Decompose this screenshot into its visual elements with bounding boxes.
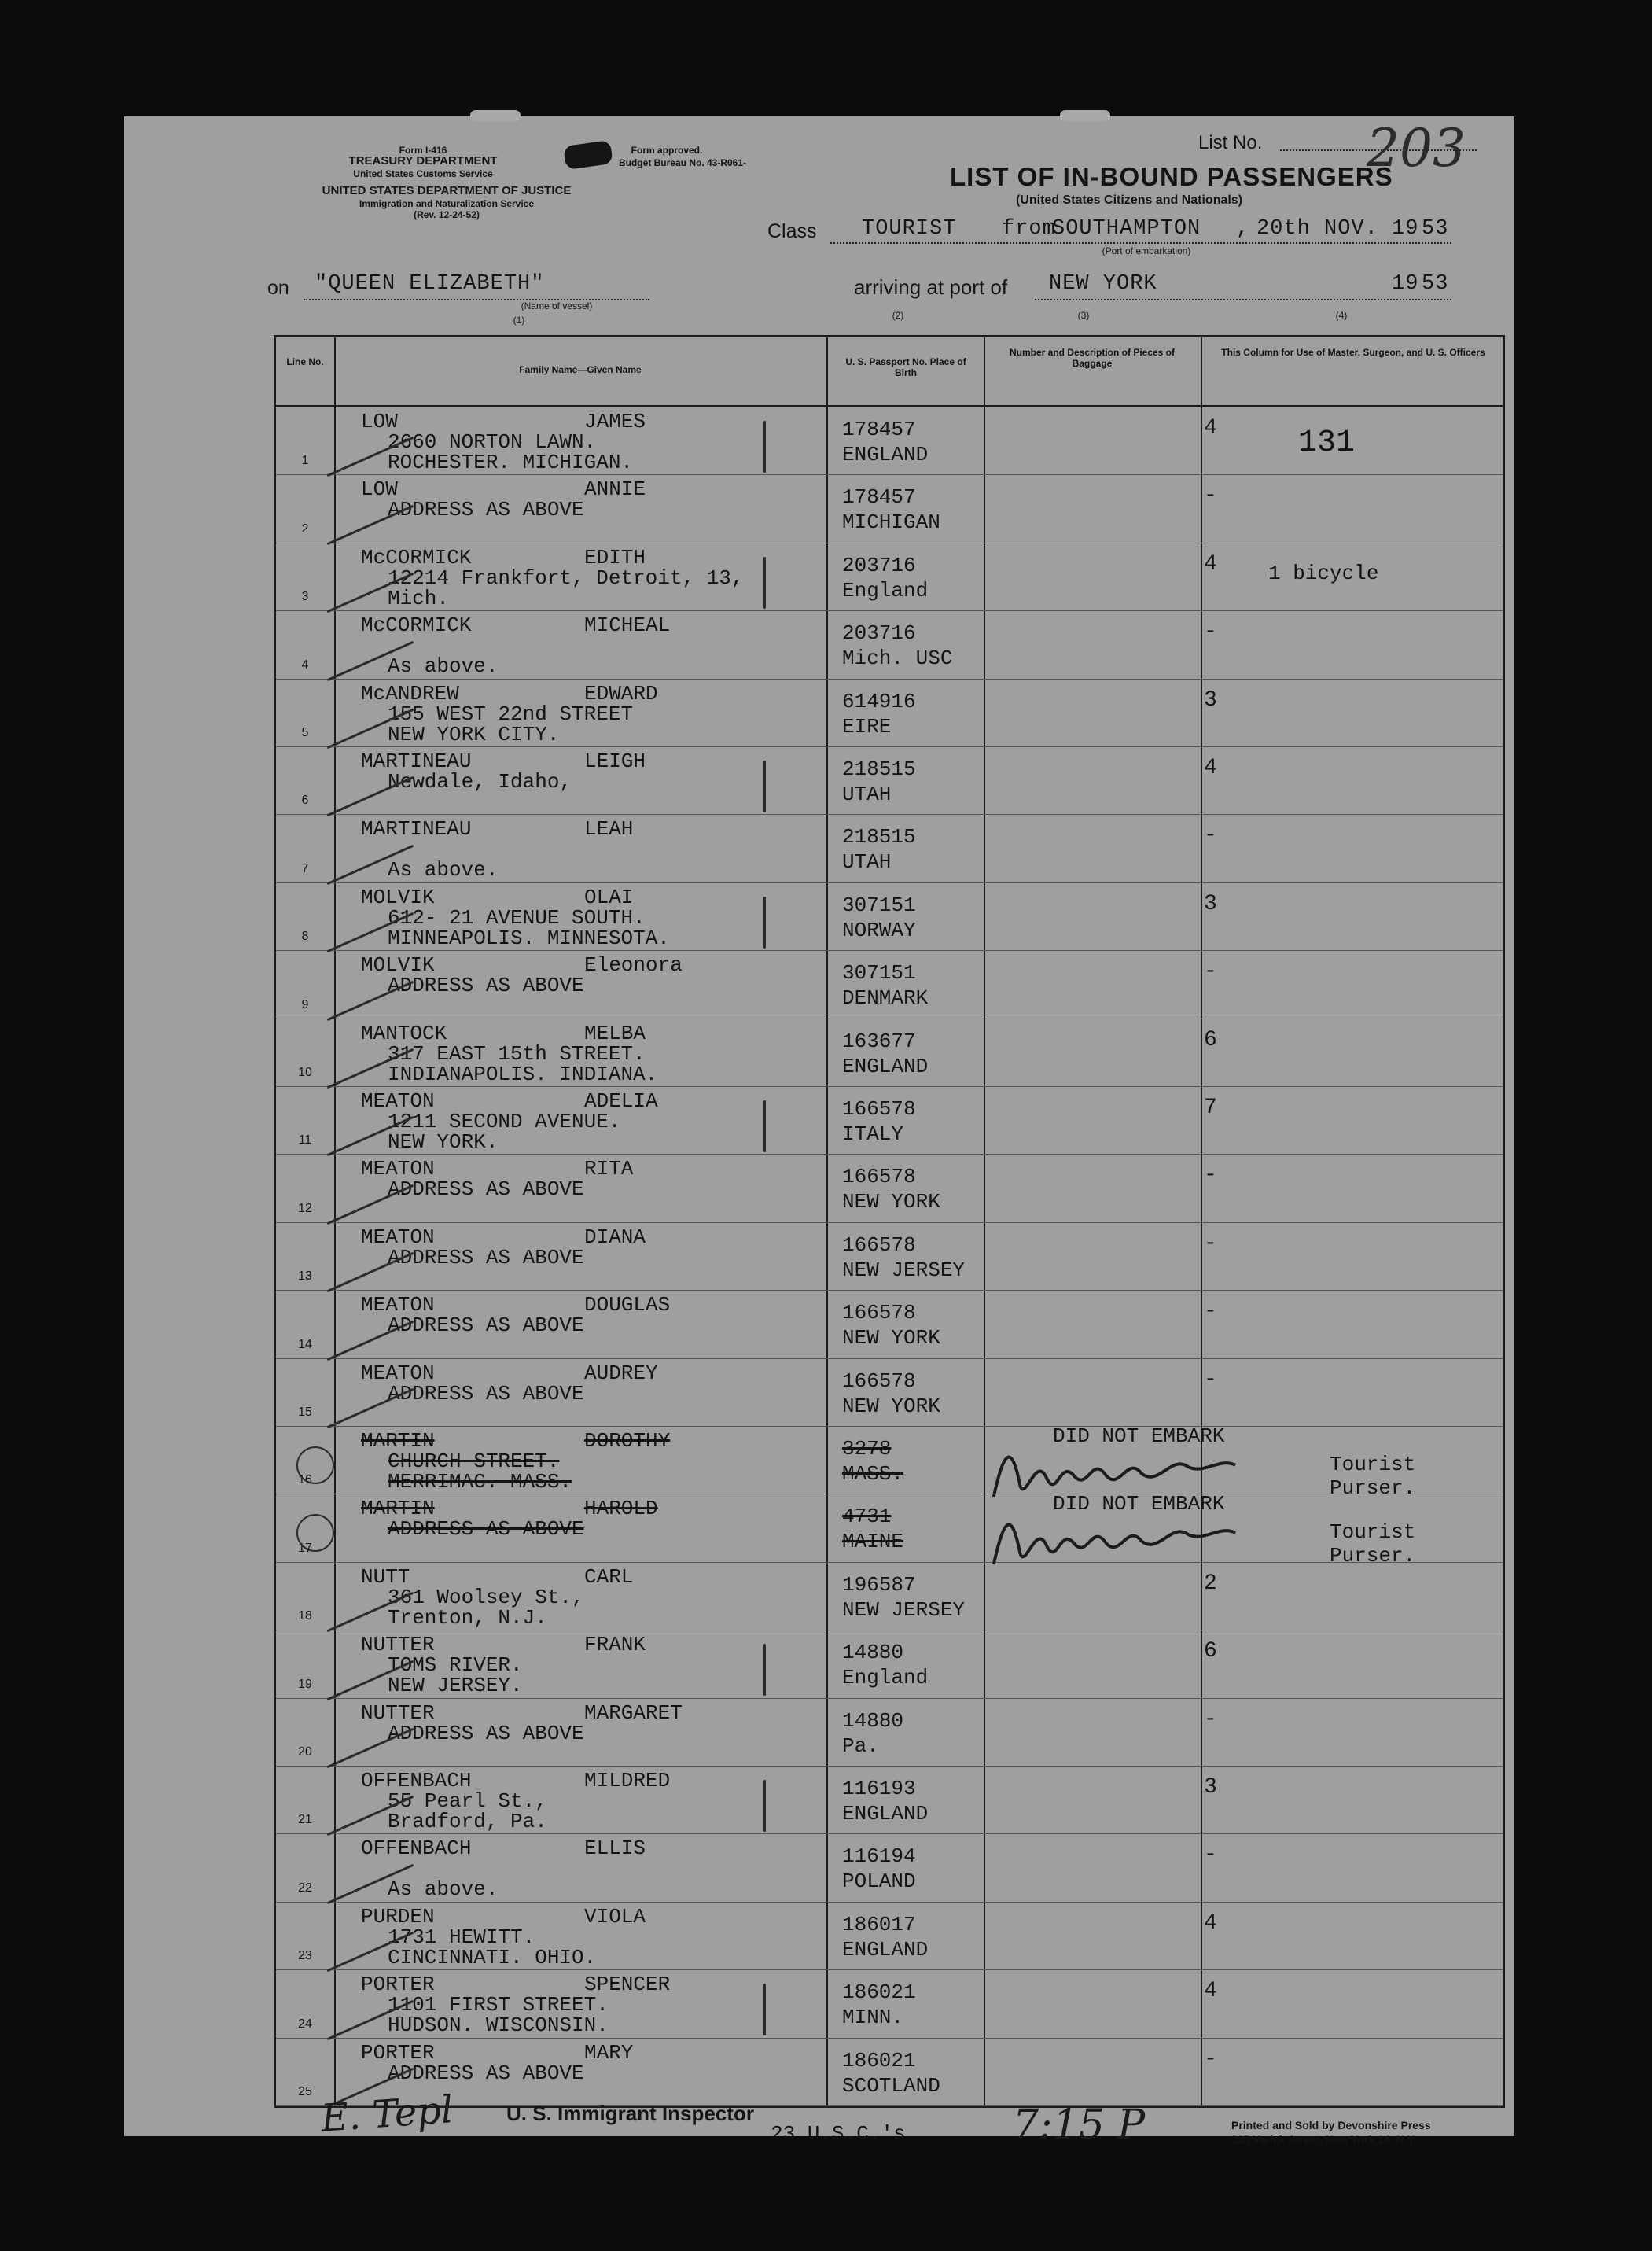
table-row — [276, 1358, 1503, 1426]
line-number: 8 — [301, 930, 309, 944]
address-line-2: NEW YORK CITY. — [388, 722, 560, 746]
passport-number: 186017 — [842, 1912, 916, 1936]
check-mark — [327, 505, 414, 546]
given-name: ADELIA — [584, 1089, 658, 1113]
place-of-birth: ENGLAND — [842, 1054, 929, 1078]
line-number: 10 — [298, 1065, 312, 1079]
tally-mark — [763, 1644, 766, 1696]
family-name: McCORMICK — [361, 613, 472, 638]
table-row — [276, 543, 1503, 610]
given-name: LEIGH — [584, 750, 646, 773]
given-name: ANNIE — [584, 477, 646, 502]
sailing-year-prefix: 19 — [1392, 217, 1419, 241]
did-not-embark-note: DID NOT EMBARK — [1053, 1492, 1225, 1516]
check-mark — [327, 1728, 414, 1769]
place-of-birth: ENGLAND — [842, 1937, 929, 1962]
vessel-caption: (Name of vessel) — [521, 300, 593, 311]
baggage-count: - — [1204, 484, 1217, 509]
tally-mark — [763, 1984, 766, 2035]
given-name: MELBA — [584, 1021, 646, 1045]
col-marker-4: (4) — [1335, 310, 1348, 321]
header-line-no: Line No. — [286, 356, 324, 367]
page-subtitle: (United States Citizens and Nationals) — [1016, 193, 1243, 207]
check-mark — [327, 1252, 414, 1293]
inspection-time: 7:15 P — [1013, 2102, 1146, 2149]
table-row — [276, 1969, 1503, 2037]
family-name: LOW — [361, 410, 398, 433]
table-row — [276, 1290, 1503, 1358]
table-row — [276, 2038, 1503, 2105]
family-name: MEATON — [361, 1361, 435, 1385]
address-line-1: 361 Woolsey St., — [388, 1585, 584, 1609]
baggage-count: 6 — [1204, 1639, 1217, 1664]
address-line-2: HUDSON. WISCONSIN. — [388, 2013, 609, 2038]
baggage-count: - — [1204, 1163, 1217, 1188]
address-line-2: CINCINNATI. OHIO. — [388, 1945, 597, 1969]
passport-number: 4731 — [842, 1505, 892, 1529]
line-number: 16 — [298, 1473, 312, 1487]
passport-number: 116193 — [842, 1777, 916, 1800]
check-mark — [327, 1388, 414, 1429]
line-number: 22 — [298, 1881, 312, 1895]
baggage-note: 1 bicycle — [1268, 561, 1379, 585]
class-blank — [830, 242, 1451, 244]
line-number: 17 — [298, 1541, 312, 1555]
table-row — [276, 1154, 1503, 1221]
list-no-value: 203 — [1367, 118, 1466, 179]
header-passport: U. S. Passport No. Place of Birth — [845, 356, 966, 378]
address-line-1: ADDRESS AS ABOVE — [388, 1313, 584, 1338]
page-title: LIST OF IN-BOUND PASSENGERS — [950, 162, 1393, 191]
given-name: DIANA — [584, 1225, 646, 1249]
line-number: 9 — [301, 997, 309, 1011]
line-number: 18 — [298, 1609, 312, 1623]
passport-number: 307151 — [842, 893, 916, 917]
table-row — [276, 679, 1503, 746]
line-number: 15 — [298, 1405, 312, 1419]
address-line-1: 155 WEST 22nd STREET — [388, 702, 634, 726]
port-of-embarkation: SOUTHAMPTON — [1052, 217, 1201, 241]
line-number: 21 — [298, 1813, 312, 1827]
place-of-birth: UTAH — [842, 850, 892, 875]
place-of-birth: MINN. — [842, 2006, 904, 2030]
justice-dept: UNITED STATES DEPARTMENT OF JUSTICE — [322, 184, 572, 197]
passport-number: 166578 — [842, 1301, 916, 1325]
address-line-1: ADDRESS AS ABOVE — [388, 1721, 584, 1745]
place-of-birth: ENGLAND — [842, 443, 929, 466]
table-row — [276, 950, 1503, 1018]
place-of-birth: NEW YORK — [842, 1394, 940, 1418]
check-mark — [327, 1320, 414, 1361]
family-name: MOLVIK — [361, 953, 435, 978]
given-name: HAROLD — [584, 1497, 658, 1521]
address-line-2: NEW JERSEY. — [388, 1674, 523, 1698]
passenger-manifest-page: Form I-416 TREASURY DEPARTMENT United States Customs Service Form approved. Budget Bureau No. 43-R061- UNITED STATES DEPARTMENT OF JUSTICE Immigration and Naturalization Service (Rev. 12-24-52) List No. 203 LIST OF IN-BOUND PASSENGERS (United States Citizens and Nationals) Class TOURIST from SOUTHAMPTON (Port of embarkation) , 20th NOV. 19 53 on "QUEEN ELIZABETH" (Name of vessel) arriving at port of NEW YORK 19 53 (1) (2) (3) (4) Line No. Family Name—Given Name U. S. Passport No. Place of Birth Number and Description of Pieces of Baggage This Column for Use of Master, Surgeon, and U. S. Officers 131 1 LOW JAMES 2660 NORTON LAWN. ROCHESTER. MICHIGAN. 178457 ENGLAND 4 2 LOW ANNIE ADDRESS AS ABOVE 178457 MICHIGAN - 3 McCORMICK EDITH 12214 Frankfort, Detroit, 13, Mich. 203716 England 4 1 bicycle 4 McCORMICK MICHEAL As above. 203716 Mich. USC - 5 McANDREW EDWARD 155 WEST 22nd STREET NEW YORK CITY. 614916 EIRE 3 6 MARTINEAU LEIGH Newdale, Idaho, 218515 UTAH 4 7 MARTINEAU LEAH As above. 218515 UTAH - 8 MOLVIK OLAI 612- 21 AVENUE SOUTH. MINNEAPOLIS. MINNESOTA. 307151 NORWAY 3 9 MOLVIK Eleonora ADDRESS AS ABOVE 307151 DENMARK - 10 MANTOCK MELBA 317 EAST 15th STREET. INDIANAPOLIS. INDIANA. 163677 ENGLAND 6 11 MEATON ADELIA 1211 SECOND AVENUE. NEW YORK. 166578 ITALY 7 12 MEATON RITA ADDRESS AS ABOVE 166578 NEW YORK - 13 MEATON DIANA ADDRESS AS ABOVE 166578 NEW JERSEY - 14 MEATON DOUGLAS ADDRESS AS ABOVE 166578 NEW YORK - 15 MEATON AUDREY ADDRESS AS ABOVE 166578 NEW YORK - 16 MARTIN DOROTHY CHURCH STREET. MERRIMAC. MASS. 3278 MASS. DID NOT EMBARK Tourist Purser. 17 MARTIN HAROLD ADDRESS AS ABOVE 4731 MAINE DID NOT EMBARK Tourist Purser. 18 NUTT CARL 361 Woolsey St., Trenton, N.J. 196587 NEW JERSEY 2 19 NUTTER FRANK TOMS RIVER. NEW JERSEY. 14880 England 6 20 NUTTER MARGARET ADDRESS AS ABOVE 14880 Pa. - 21 OFFENBACH MILDRED 55 Pearl St., Bradford, Pa. 116193 ENGLAND 3 22 OFFENBACH ELLIS As above. 116194 POLAND - 23 PURDEN VIOLA 1731 HEWITT. CINCINNATI. OHIO. 186017 ENGLAND 4 24 PORTER SPENCER 1101 FIRST STREET. HUDSON. WISCONSIN. 186021 MINN. 4 25 PORTER MARY ADDRESS AS ABOVE 186021 SCOTLAND - E. Tepl U. S. Immigrant Inspector 23 U.S.C.'s 7:15 P Printed and Sold by Devonshire Press 225 Varick Street, New York 14, N.Y. — [124, 116, 1514, 2136]
passport-number: 186021 — [842, 1980, 916, 2005]
passport-number: 3278 — [842, 1437, 892, 1461]
sailing-date: 20th NOV. — [1256, 217, 1378, 241]
line-number: 12 — [298, 1201, 312, 1215]
family-name: MANTOCK — [361, 1021, 447, 1045]
place-of-birth: NEW YORK — [842, 1190, 940, 1214]
family-name: NUTTER — [361, 1633, 435, 1657]
customs-service: United States Customs Service — [353, 168, 493, 179]
address-line-2: Mich. — [388, 586, 450, 610]
treasury-dept: TREASURY DEPARTMENT — [348, 154, 498, 168]
header-baggage: Number and Description of Pieces of Baggage — [1009, 347, 1176, 369]
table-row — [276, 814, 1503, 882]
purser-title: Tourist Purser. — [1330, 1453, 1416, 1500]
baggage-count: - — [1204, 1231, 1217, 1256]
baggage-count: - — [1204, 1843, 1217, 1868]
tally-mark — [763, 761, 766, 812]
passport-number: 166578 — [842, 1097, 916, 1121]
place-of-birth: Pa. — [842, 1733, 879, 1758]
family-name: OFFENBACH — [361, 1837, 472, 1861]
passport-number: 218515 — [842, 757, 916, 781]
table-row — [276, 1562, 1503, 1630]
from-label: from — [1002, 217, 1056, 241]
passport-number: 116194 — [842, 1844, 916, 1869]
address-line-1: 12214 Frankfort, Detroit, 13, — [388, 566, 744, 590]
passport-number: 166578 — [842, 1232, 916, 1257]
address-line-2: INDIANAPOLIS. INDIANA. — [388, 1062, 658, 1086]
place-of-birth: MAINE — [842, 1530, 904, 1554]
baggage-count: 4 — [1204, 1910, 1217, 1936]
given-name: MILDRED — [584, 1769, 671, 1792]
col-marker-2: (2) — [892, 310, 904, 321]
family-name: MEATON — [361, 1157, 435, 1181]
baggage-count: - — [1204, 620, 1217, 645]
line-number: 25 — [298, 2084, 312, 2098]
place-of-birth: ENGLAND — [842, 1802, 929, 1825]
table-row — [276, 1492, 1503, 1568]
tally-mark — [763, 421, 766, 473]
place-of-birth: DENMARK — [842, 986, 929, 1011]
table-row — [276, 610, 1503, 678]
port-of-arrival: NEW YORK — [1049, 272, 1157, 296]
line-number: 2 — [301, 521, 309, 536]
baggage-count: 6 — [1204, 1027, 1217, 1052]
table-row — [276, 1222, 1503, 1290]
given-name: OLAI — [584, 885, 634, 909]
given-name: MICHEAL — [584, 613, 671, 638]
address-line-1: ADDRESS AS ABOVE — [388, 498, 584, 522]
family-name: NUTTER — [361, 1700, 435, 1725]
address-line-1: 55 Pearl St., — [388, 1789, 547, 1813]
passport-number: 166578 — [842, 1165, 916, 1189]
place-of-birth: SCOTLAND — [842, 2073, 940, 2098]
address-line-1: ADDRESS AS ABOVE — [388, 1381, 584, 1405]
purser-title: Tourist Purser. — [1330, 1520, 1416, 1568]
table-row — [276, 1424, 1503, 1500]
family-name: MARTINEAU — [361, 750, 472, 773]
inspector-label: U. S. Immigrant Inspector — [506, 2102, 754, 2125]
address-line-2: ROCHESTER. MICHIGAN. — [388, 451, 634, 474]
line-number: 11 — [298, 1133, 312, 1148]
line-number: 7 — [301, 861, 309, 875]
given-name: JAMES — [584, 410, 646, 433]
family-name: MARTIN — [361, 1497, 435, 1521]
address-line-1: 2660 NORTON LAWN. — [388, 430, 597, 454]
line-number: 20 — [298, 1744, 312, 1759]
address-line-1: ADDRESS AS ABOVE — [388, 1177, 584, 1202]
baggage-count: 4 — [1204, 551, 1217, 577]
revision-date: (Rev. 12-24-52) — [414, 209, 480, 220]
passport-number: 203716 — [842, 621, 916, 646]
address-line-2: MINNEAPOLIS. MINNESOTA. — [388, 926, 670, 950]
family-name: McANDREW — [361, 681, 459, 706]
check-mark — [327, 1184, 414, 1225]
line-number-circle — [296, 1446, 334, 1484]
passport-number: 186021 — [842, 2048, 916, 2072]
line-number: 23 — [298, 1949, 312, 1963]
given-name: AUDREY — [584, 1361, 658, 1385]
printer-line-1: Printed and Sold by Devonshire Press — [1231, 2119, 1431, 2131]
baggage-count: 4 — [1204, 1979, 1217, 2004]
passport-number: 14880 — [842, 1641, 904, 1665]
address-line-1: 612- 21 AVENUE SOUTH. — [388, 905, 646, 930]
arrival-year: 53 — [1422, 272, 1449, 296]
address-line-1: 1211 SECOND AVENUE. — [388, 1110, 621, 1133]
passport-number: 307151 — [842, 961, 916, 986]
form-approved: Form approved. — [631, 145, 703, 156]
given-name: LEAH — [584, 817, 634, 842]
given-name: DOUGLAS — [584, 1293, 671, 1317]
given-name: MARGARET — [584, 1700, 683, 1725]
address-line-2: As above. — [388, 654, 499, 679]
inspector-signature: E. Tepl — [319, 2087, 455, 2141]
family-name: MARTIN — [361, 1429, 435, 1453]
table-row — [276, 1902, 1503, 1969]
address-line-1: 1731 HEWITT. — [388, 1925, 535, 1949]
line-number: 4 — [301, 658, 309, 672]
printer-line-2: 225 Varick Street, New York 14, N.Y. — [1231, 2133, 1417, 2146]
address-line-1: ADDRESS AS ABOVE — [388, 974, 584, 998]
passport-number: 196587 — [842, 1572, 916, 1597]
given-name: VIOLA — [584, 1904, 646, 1929]
address-line-1: ADDRESS AS ABOVE — [388, 1245, 584, 1269]
passport-number: 218515 — [842, 825, 916, 849]
table-row — [276, 474, 1503, 542]
tally-mark — [763, 1780, 766, 1832]
list-no-label: List No. — [1198, 132, 1263, 153]
line-number: 19 — [298, 1677, 312, 1691]
place-of-birth: MICHIGAN — [842, 510, 940, 535]
given-name: EDWARD — [584, 681, 658, 706]
baggage-count: 3 — [1204, 891, 1217, 916]
line-number: 6 — [301, 794, 309, 808]
arriving-label: arriving at port of — [854, 275, 1008, 299]
ins-service: Immigration and Naturalization Service — [359, 198, 535, 209]
baggage-count: 2 — [1204, 1571, 1217, 1596]
table-row — [276, 882, 1503, 950]
table-row — [276, 407, 1503, 474]
tally-mark — [763, 897, 766, 949]
baggage-count: 3 — [1204, 1775, 1217, 1800]
place-of-birth: NEW JERSEY — [842, 1597, 966, 1622]
given-name: DOROTHY — [584, 1429, 671, 1453]
address-line-1: TOMS RIVER. — [388, 1653, 523, 1678]
family-name: LOW — [361, 477, 398, 502]
passport-number: 178457 — [842, 418, 916, 441]
family-name: MEATON — [361, 1089, 435, 1113]
passport-number: 178457 — [842, 485, 916, 510]
address-line-2: As above. — [388, 858, 499, 882]
family-name: MARTINEAU — [361, 817, 472, 842]
page-tab — [1060, 110, 1110, 121]
address-line-1: ADDRESS AS ABOVE — [388, 2061, 584, 2085]
place-of-birth: England — [842, 1666, 929, 1690]
family-name: MEATON — [361, 1225, 435, 1249]
class-label: Class — [767, 220, 817, 242]
family-name: MOLVIK — [361, 885, 435, 909]
baggage-count: - — [1204, 1367, 1217, 1392]
on-label: on — [267, 277, 289, 299]
address-line-2: Trenton, N.J. — [388, 1605, 547, 1630]
form-number: Form I-416 — [399, 145, 447, 156]
place-of-birth: Mich. USC — [842, 647, 953, 671]
baggage-count: - — [1204, 823, 1217, 849]
line-number: 5 — [301, 725, 309, 739]
line-number: 13 — [298, 1269, 312, 1284]
did-not-embark-note: DID NOT EMBARK — [1053, 1424, 1225, 1448]
table-row — [276, 1086, 1503, 1154]
line-number: 24 — [298, 2017, 312, 2031]
place-of-birth: POLAND — [842, 1870, 916, 1894]
budget-bureau-no: Budget Bureau No. 43-R061- — [618, 157, 747, 168]
table-row — [276, 1833, 1503, 1901]
baggage-count: 7 — [1204, 1096, 1217, 1120]
family-name: OFFENBACH — [361, 1769, 472, 1792]
port-embarkation-caption: (Port of embarkation) — [1102, 245, 1191, 256]
baggage-count: - — [1204, 2047, 1217, 2072]
baggage-count: 4 — [1204, 756, 1217, 780]
place-of-birth: England — [842, 578, 929, 602]
port-blank — [1035, 299, 1451, 300]
given-name: ELLIS — [584, 1837, 646, 1861]
table-row — [276, 1630, 1503, 1697]
col-marker-3: (3) — [1077, 310, 1090, 321]
vessel-name: "QUEEN ELIZABETH" — [315, 272, 545, 296]
family-name: MEATON — [361, 1293, 435, 1317]
address-line-2: As above. — [388, 1877, 499, 1902]
table-row — [276, 746, 1503, 814]
baggage-count: - — [1204, 1299, 1217, 1324]
check-mark — [327, 980, 414, 1021]
line-number: 3 — [301, 590, 309, 604]
baggage-count: 3 — [1204, 687, 1217, 713]
class-value: TOURIST — [862, 217, 957, 241]
check-mark — [327, 776, 414, 817]
place-of-birth: MASS. — [842, 1462, 904, 1486]
given-name: Eleonora — [584, 953, 683, 978]
address-line-1: ADDRESS AS ABOVE — [388, 1517, 584, 1542]
header-officers: This Column for Use of Master, Surgeon, and U. S. Officers — [1221, 347, 1485, 358]
address-line-1: CHURCH STREET. — [388, 1450, 560, 1473]
address-line-2: MERRIMAC. MASS. — [388, 1470, 572, 1494]
given-name: RITA — [584, 1157, 634, 1181]
address-line-1: Newdale, Idaho, — [388, 770, 572, 794]
address-line-2: NEW YORK. — [388, 1130, 499, 1154]
passport-number: 614916 — [842, 689, 916, 713]
tally-mark — [763, 557, 766, 609]
baggage-count: 4 — [1204, 416, 1217, 440]
arrival-year-prefix: 19 — [1392, 272, 1419, 296]
passenger-count: 131 — [1298, 426, 1356, 461]
address-line-1: 317 EAST 15th STREET. — [388, 1041, 646, 1066]
page-tab — [470, 110, 521, 121]
passport-number: 14880 — [842, 1708, 904, 1733]
usc-count: 23 U.S.C.'s — [771, 2122, 906, 2146]
given-name: FRANK — [584, 1633, 646, 1657]
address-line-1: 1101 FIRST STREET. — [388, 1993, 609, 2017]
tally-mark — [763, 1100, 766, 1152]
family-name: NUTT — [361, 1564, 410, 1589]
given-name: MARY — [584, 2040, 634, 2065]
sailing-year: 53 — [1422, 217, 1449, 241]
baggage-count: - — [1204, 960, 1217, 985]
given-name: CARL — [584, 1564, 634, 1589]
place-of-birth: ITALY — [842, 1122, 904, 1146]
table-row — [276, 1698, 1503, 1766]
given-name: EDITH — [584, 545, 646, 569]
table-row — [276, 1766, 1503, 1833]
col-marker-1: (1) — [513, 315, 525, 326]
place-of-birth: NORWAY — [842, 918, 916, 942]
baggage-count: - — [1204, 1707, 1217, 1732]
place-of-birth: NEW JERSEY — [842, 1258, 966, 1282]
passport-number: 203716 — [842, 553, 916, 577]
header-name: Family Name—Given Name — [519, 364, 642, 375]
family-name: PURDEN — [361, 1904, 435, 1929]
place-of-birth: UTAH — [842, 783, 892, 806]
passport-number: 166578 — [842, 1369, 916, 1393]
family-name: PORTER — [361, 1973, 435, 1997]
given-name: SPENCER — [584, 1973, 671, 1997]
address-line-2: Bradford, Pa. — [388, 1810, 547, 1833]
passport-number: 163677 — [842, 1029, 916, 1053]
table-row — [276, 1019, 1503, 1086]
passenger-table — [274, 335, 1505, 2108]
place-of-birth: EIRE — [842, 714, 892, 739]
family-name: PORTER — [361, 2040, 435, 2065]
family-name: McCORMICK — [361, 545, 472, 569]
line-number: 1 — [301, 454, 309, 468]
line-number: 14 — [298, 1337, 312, 1351]
place-of-birth: NEW YORK — [842, 1326, 940, 1350]
